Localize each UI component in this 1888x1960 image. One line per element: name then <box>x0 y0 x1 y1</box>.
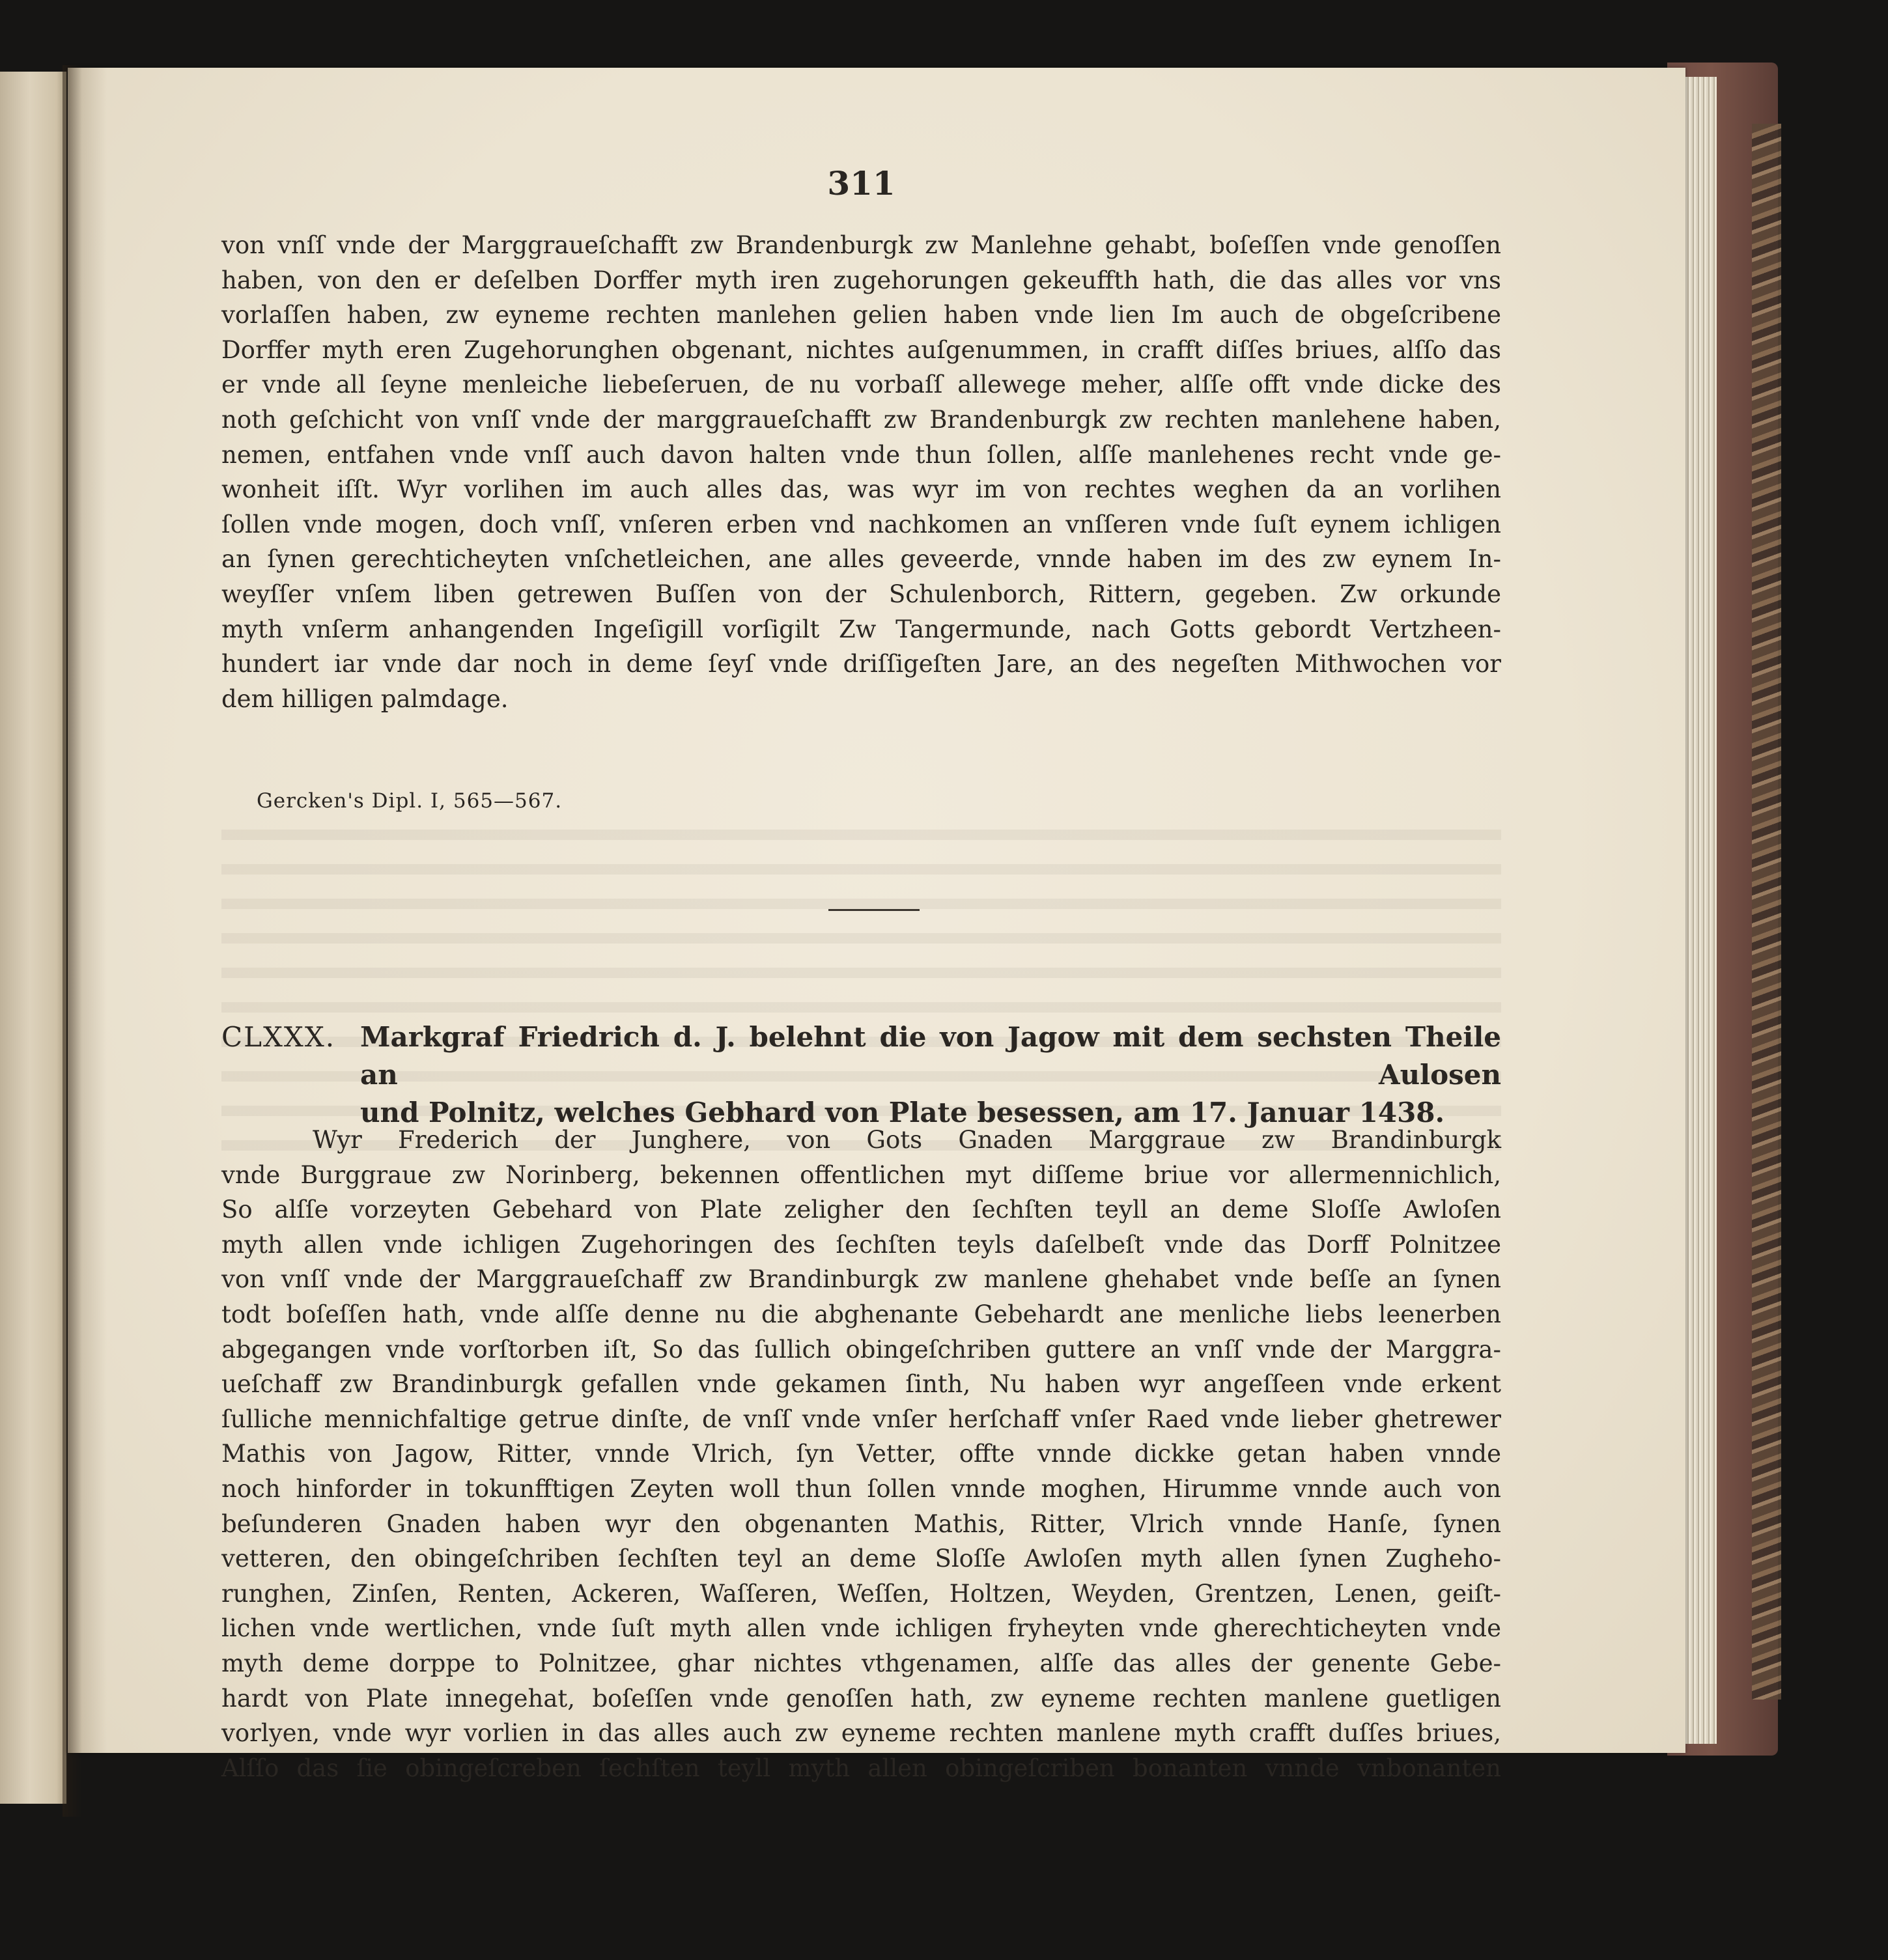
text-line: myth deme dorppe to Polnitzee, ghar nichtes vthgenamen, alſſe das alles der genente Gebe- <box>221 1649 1501 1677</box>
text-line: wonheit iſſt. Wyr vorlihen im auch alles das, was wyr im von rechtes weghen da an vorlihen <box>221 475 1501 504</box>
text-line: myth vnſerm anhangenden Ingeſigill vorſigilt Zw Tangermunde, nach Gotts gebordt Vertzheen- <box>221 615 1501 643</box>
text-line: So alſſe vorzeyten Gebehard von Plate zeligher den ſechſten teyll an deme Sloſſe Awloſen <box>221 1196 1501 1224</box>
document-number: CLXXX. <box>221 1021 336 1053</box>
text-line: ſulliche mennichfaltige getrue dinſte, de vnſſ vnde vnſer herſchaff vnſer Raed vnde lieber ghetrewer <box>221 1405 1501 1433</box>
document-title-line-2: und Polnitz, welches Gebhard von Plate besessen, am 17. Januar 1438. <box>360 1097 1445 1128</box>
text-line: nemen, entfahen vnde vnſſ auch davon halten vnde thun ſollen, alſſe manlehenes recht vnde ge- <box>221 440 1501 469</box>
text-line: von vnſſ vnde der Marggraueſchafft zw Brandenburgk zw Manlehne gehabt, boſeſſen vnde genoſſen <box>221 231 1501 259</box>
text-line: runghen, Zinſen, Renten, Ackeren, Waſſeren, Weſſen, Holtzen, Weyden, Grentzen, Lenen, geiſt- <box>221 1579 1501 1608</box>
text-line: Wyr Frederich der Junghere, von Gots Gnaden Marggraue zw Brandinburgk <box>313 1126 1501 1154</box>
text-line: von vnſſ vnde der Marggraueſchaff zw Brandinburgk zw manlene ghehabet vnde beſſe an ſynen <box>221 1265 1501 1294</box>
text-line: beſunderen Gnaden haben wyr den obgenanten Mathis, Ritter, Vlrich vnnde Hanſe, ſynen <box>221 1509 1501 1538</box>
text-line: ſollen vnde mogen, doch vnſſ, vnſeren erben vnd nachkomen an vnſſeren vnde ſuſt eynem ichligen <box>221 510 1501 539</box>
text-line: Mathis von Jagow, Ritter, vnnde Vlrich, ſyn Vetter, offte vnnde dickke getan haben vnnde <box>221 1440 1501 1468</box>
text-line: todt boſeſſen hath, vnde alſſe denne nu die abghenante Gebehardt ane menliche liebs leenerben <box>221 1300 1501 1328</box>
charter-text-continued <box>221 228 1501 716</box>
text-line: hardt von Plate innegehat, boſeſſen vnde genoſſen hath, zw eyneme rechten manlene guetligen <box>221 1684 1501 1713</box>
text-line: Alſſo das ſie obingeſcreben ſechſten teyll myth allen obingeſcriben bonanten vnnde vnbonanten <box>221 1754 1501 1782</box>
charter-text <box>221 1123 1501 1785</box>
text-line: myth allen vnde ichligen Zugehoringen des ſechſten teyls daſelbeſt vnde das Dorff Polnitzee <box>221 1230 1501 1259</box>
text-line: abgegangen vnde vorſtorben iſt, So das ſullich obingeſchriben guttere an vnſſ vnde der Marggra- <box>221 1335 1501 1364</box>
source-citation: Gercken's Dipl. I, 565—567. <box>257 789 563 813</box>
text-line: Dorffer myth eren Zugehorunghen obgenant, nichtes auſgenummen, in crafft diſſes briues, alſſo das <box>221 335 1501 364</box>
text-line: er vnde all ſeyne menleiche liebeſeruen, de nu vorbaſſ allewege meher, alſſe offt vnde dicke des <box>221 371 1501 399</box>
text-line: noth geſchicht von vnſſ vnde der marggraueſchafft zw Brandenburgk zw rechten manlehene haben, <box>221 405 1501 434</box>
text-line: dem hilligen palmdage. <box>221 684 509 713</box>
left-page-edge <box>0 72 66 1804</box>
page-number: 311 <box>827 164 895 203</box>
text-line: an ſynen gerechticheyten vnſchetleichen, ane alles geveerde, vnnde haben im des zw eynem In- <box>221 545 1501 574</box>
text-line: hundert iar vnde dar noch in deme ſeyſ vnde driſſigeſten Jare, an des negeſten Mithwochen vor <box>221 650 1501 679</box>
spine-shadow <box>63 65 82 1817</box>
text-line: haben, von den er deſelben Dorffer myth iren zugehorungen gekeuffth hath, die das alles vor vns <box>221 266 1501 294</box>
document-heading <box>221 1018 1501 1132</box>
text-line: ueſchaff zw Brandinburgk gefallen vnde gekamen ſinth, Nu haben wyr angeſſeen vnde erkent <box>221 1370 1501 1399</box>
book-page <box>68 68 1685 1782</box>
text-line: weyſſer vnſem liben getrewen Buſſen von der Schulenborch, Rittern, gegeben. Zw orkunde <box>221 580 1501 608</box>
section-divider <box>828 909 920 911</box>
text-line: noch hinforder in tokunfftigen Zeyten woll thun ſollen vnnde moghen, Hirumme vnnde auch von <box>221 1474 1501 1503</box>
text-line: lichen vnde wertlichen, vnde ſuſt myth allen vnde ichligen fryheyten vnde gherechticheyten vnde <box>221 1614 1501 1643</box>
text-line: vorlyen, vnde wyr vorlien in das alles auch zw eyneme rechten manlene myth crafft duſſes briues, <box>221 1719 1501 1748</box>
document-title-line-1: Markgraf Friedrich d. J. belehnt die von Jagow mit dem sechsten Theile an Aulosen <box>360 1021 1501 1091</box>
text-line: vnde Burggraue zw Norinberg, bekennen offentlichen myt diſſeme briue vor allermennichlich, <box>221 1160 1501 1189</box>
text-line: vorlaſſen haben, zw eyneme rechten manlehen gelien haben vnde lien Im auch de obgeſcribene <box>221 301 1501 329</box>
text-line: vetteren, den obingeſchriben ſechſten teyl an deme Sloſſe Awloſen myth allen ſynen Zugheho- <box>221 1545 1501 1573</box>
page-edges <box>1680 77 1717 1744</box>
marbled-cover-edge <box>1752 124 1781 1700</box>
